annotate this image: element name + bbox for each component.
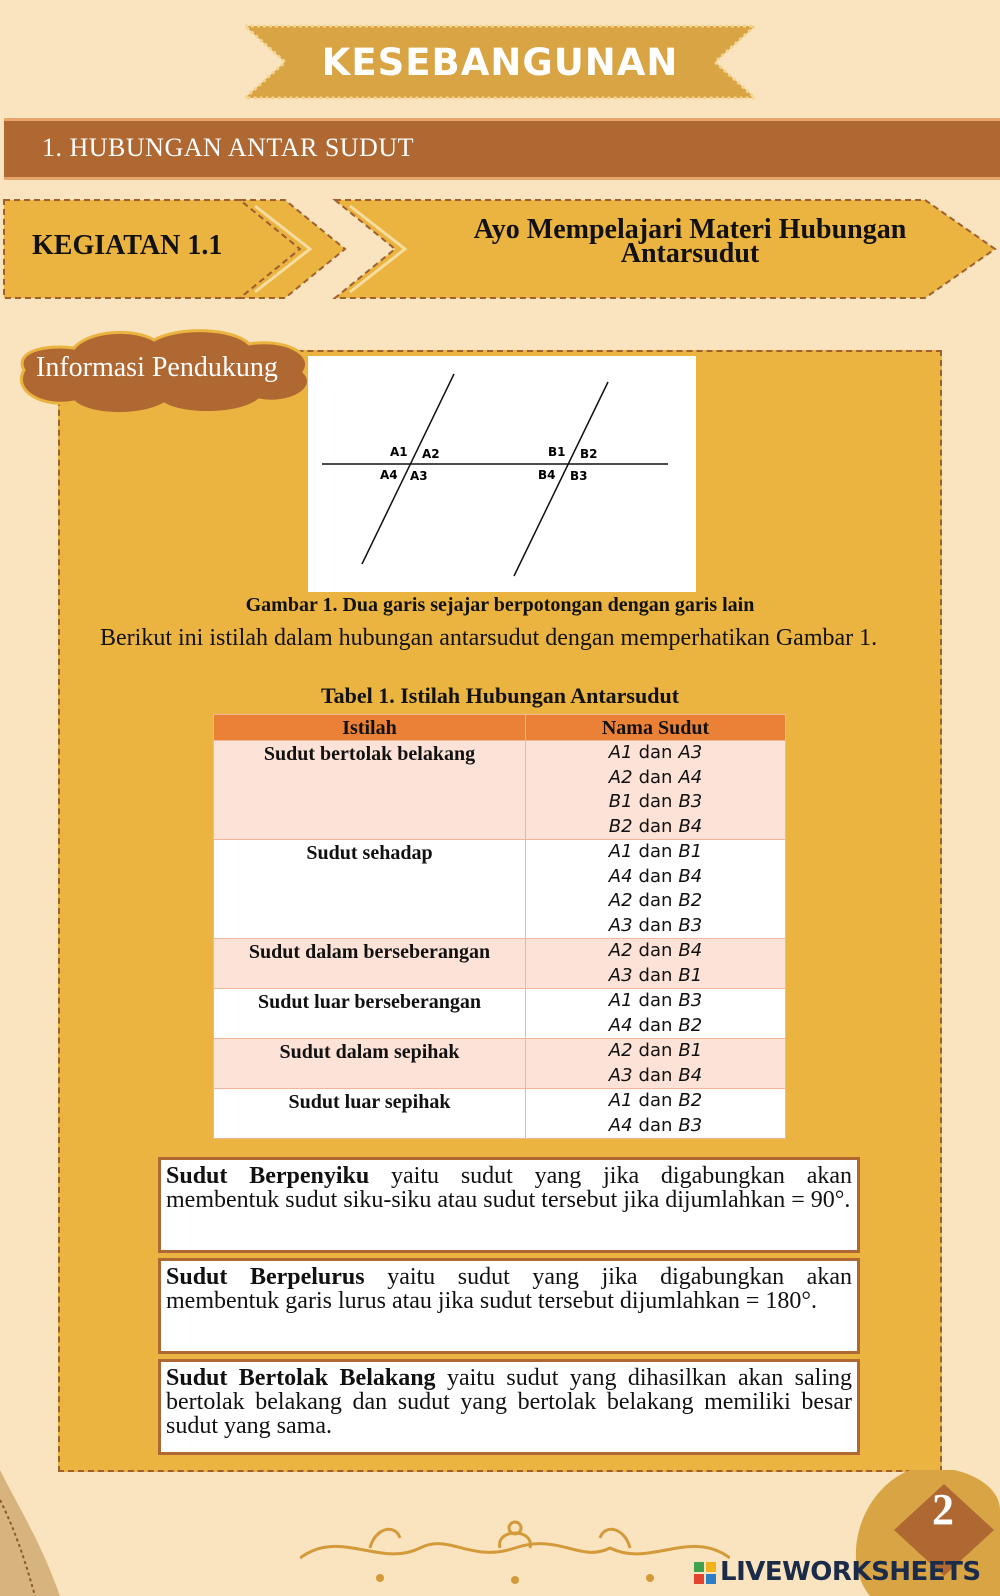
label-a1: A1	[390, 445, 408, 459]
angle-second: A4	[678, 766, 703, 788]
angle-second: B1	[678, 964, 703, 986]
header-nama-sudut: Nama Sudut	[526, 715, 786, 741]
angle-pair	[526, 790, 785, 815]
angle-first: A1	[608, 990, 633, 1011]
label-b4: B4	[538, 468, 556, 482]
angle-second: B3	[678, 914, 703, 936]
brand-name: LIVEWORKSHEETS	[720, 1557, 981, 1587]
angle-connector: dan	[638, 1040, 673, 1061]
angle-connector: dan	[638, 815, 673, 837]
label-a3: A3	[410, 469, 428, 483]
table-row	[214, 741, 786, 840]
header-istilah: Istilah	[214, 715, 526, 741]
angle-second: A3	[678, 742, 703, 763]
angle-second: B1	[678, 1040, 703, 1061]
definition-text: yaitu sudut yang dihasilkan akan saling bertolak belakang dan sudut yang bertolak belakang memiliki besar sudut yang sama.	[166, 1365, 852, 1439]
intro-paragraph: Berikut ini istilah dalam hubungan antarsudut dengan memperhatikan Gambar 1.	[100, 625, 878, 651]
angle-first: A1	[608, 742, 633, 763]
angle-pair	[526, 741, 785, 766]
table-row	[214, 1089, 786, 1139]
angle-connector: dan	[638, 890, 673, 911]
page-title: KESEBANGUNAN	[321, 41, 679, 84]
definition-text: yaitu sudut yang jika digabungkan akan membentuk garis lurus atau jika sudut tersebut dijumlahkan = 180°.	[166, 1264, 852, 1314]
table-cell-angles	[526, 1039, 786, 1089]
definition-bertolak-belakang	[158, 1359, 860, 1455]
table-cell-term: Sudut bertolak belakang	[214, 741, 526, 840]
activity-topic-line2: Antarsudut	[620, 238, 760, 269]
angle-first: A2	[608, 766, 633, 788]
definition-berpenyiku	[158, 1157, 860, 1253]
angle-first: A3	[608, 914, 633, 936]
table-row	[214, 840, 786, 939]
label-a2: A2	[422, 447, 440, 461]
angle-first: A3	[608, 1064, 633, 1086]
table-cell-term: Sudut dalam sepihak	[214, 1039, 526, 1089]
angle-pair	[526, 964, 785, 989]
angle-connector: dan	[638, 940, 673, 961]
table-cell-angles	[526, 989, 786, 1039]
parallel-line-a	[362, 374, 454, 564]
corner-ornament	[0, 1470, 70, 1596]
angle-first: A2	[608, 890, 633, 911]
angle-first: A4	[608, 1014, 633, 1036]
angle-connector: dan	[638, 914, 673, 936]
angle-terms-table	[213, 714, 786, 1139]
figure-caption: Gambar 1. Dua garis sejajar berpotongan dengan garis lain	[245, 594, 755, 616]
angle-connector: dan	[638, 865, 673, 887]
angle-pair	[526, 1089, 785, 1114]
table-body	[214, 741, 786, 1139]
angle-first: A4	[608, 865, 633, 887]
table-row	[214, 939, 786, 989]
angle-first: A3	[608, 964, 633, 986]
angle-connector: dan	[638, 1014, 673, 1036]
angle-first: A2	[608, 940, 633, 961]
angle-second: B2	[678, 890, 703, 911]
liveworksheets-logo-icon	[694, 1562, 716, 1584]
angle-second: B2	[678, 1014, 703, 1036]
table-cell-term: Sudut dalam berseberangan	[214, 939, 526, 989]
angle-pair	[526, 840, 785, 865]
angle-first: B1	[608, 791, 633, 812]
activity-topic	[440, 214, 940, 269]
angle-pair	[526, 815, 785, 840]
angle-first: A1	[608, 1090, 633, 1111]
angle-second: B4	[678, 940, 703, 961]
angle-connector: dan	[638, 766, 673, 788]
angle-pair	[526, 989, 785, 1014]
parallel-line-b	[514, 382, 608, 576]
angle-second: B3	[678, 791, 703, 812]
table-cell-angles	[526, 840, 786, 939]
angle-second: B4	[678, 1064, 703, 1086]
angle-connector: dan	[638, 990, 673, 1011]
label-b3: B3	[570, 469, 588, 483]
definition-text: yaitu sudut yang jika digabungkan akan membentuk sudut siku-siku atau sudut tersebut jika dijumlahkan = 90°.	[166, 1163, 852, 1213]
angle-second: B4	[678, 815, 703, 837]
angle-second: B3	[678, 990, 703, 1011]
table-cell-angles	[526, 1089, 786, 1139]
definition-term: Sudut Berpenyiku	[166, 1163, 370, 1189]
table-title: Tabel 1. Istilah Hubungan Antarsudut	[320, 683, 680, 708]
angle-connector: dan	[638, 791, 673, 812]
label-a4: A4	[380, 468, 398, 482]
angle-connector: dan	[638, 1114, 673, 1136]
angle-pair	[526, 889, 785, 914]
angle-pair	[526, 766, 785, 791]
angle-first: A4	[608, 1114, 633, 1136]
definition-term: Sudut Berpelurus	[166, 1264, 365, 1290]
table-row	[214, 1039, 786, 1089]
angle-pair	[526, 939, 785, 964]
table-row	[214, 989, 786, 1039]
angle-second: B4	[678, 865, 703, 887]
angle-second: B1	[678, 841, 703, 862]
definition-term: Sudut Bertolak Belakang	[166, 1365, 436, 1391]
angle-first: A1	[608, 841, 633, 862]
angle-pair	[526, 914, 785, 939]
angle-pair	[526, 1114, 785, 1139]
footer-ornament	[300, 1508, 730, 1596]
activity-label: KEGIATAN 1.1	[32, 230, 223, 261]
label-b2: B2	[580, 447, 598, 461]
page-number: 2	[932, 1485, 954, 1534]
table-cell-angles	[526, 741, 786, 840]
angle-pair	[526, 865, 785, 890]
definition-berpelurus	[158, 1258, 860, 1354]
label-b1: B1	[548, 445, 566, 459]
figure-diagram	[308, 356, 696, 592]
angle-pair	[526, 1039, 785, 1064]
angle-second: B3	[678, 1114, 703, 1136]
angle-second: B2	[678, 1090, 703, 1111]
activity-topic-line1: Ayo Mempelajari Materi Hubungan	[473, 214, 907, 245]
section-title: 1. HUBUNGAN ANTAR SUDUT	[42, 133, 414, 162]
angle-connector: dan	[638, 1064, 673, 1086]
table-cell-angles	[526, 939, 786, 989]
angle-first: B2	[608, 815, 633, 837]
angle-connector: dan	[638, 841, 673, 862]
angle-connector: dan	[638, 1090, 673, 1111]
angle-pair	[526, 1014, 785, 1039]
angle-connector: dan	[638, 964, 673, 986]
angle-pair	[526, 1064, 785, 1089]
table-cell-term: Sudut luar sepihak	[214, 1089, 526, 1139]
figure-parallel-lines	[308, 356, 696, 592]
info-cloud-label: Informasi Pendukung	[36, 352, 278, 383]
angle-connector: dan	[638, 742, 673, 763]
angle-first: A2	[608, 1040, 633, 1061]
table-header-row	[214, 715, 786, 741]
table-cell-term: Sudut luar berseberangan	[214, 989, 526, 1039]
table-cell-term: Sudut sehadap	[214, 840, 526, 939]
